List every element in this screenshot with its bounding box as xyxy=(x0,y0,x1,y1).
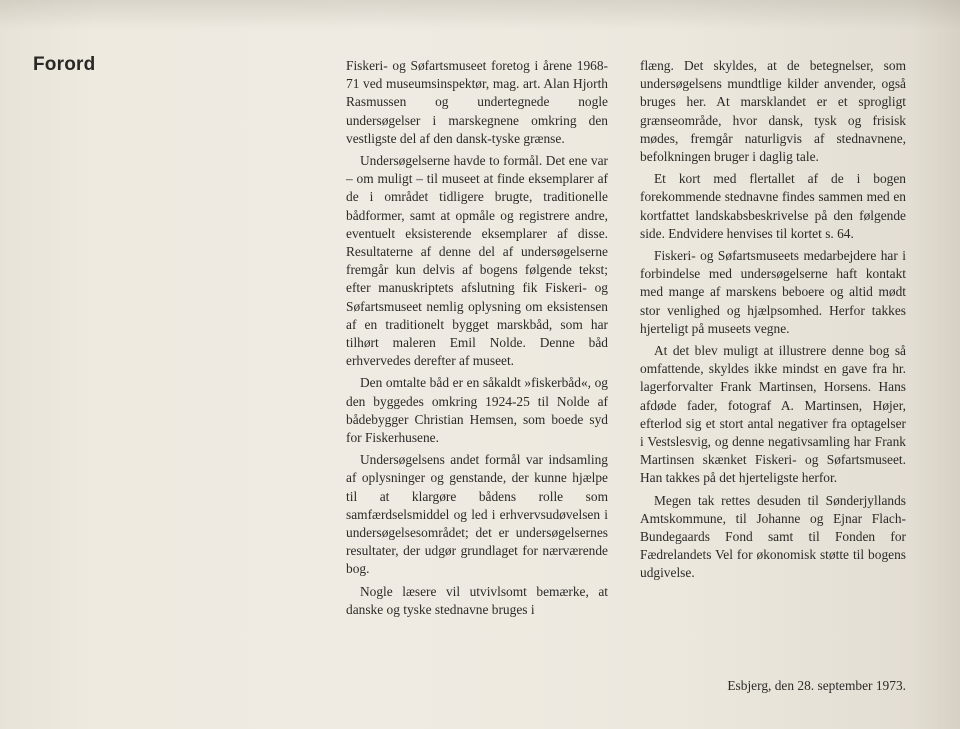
page-shadow xyxy=(0,0,960,30)
paragraph: Fiskeri- og Søfartsmuseets medarbejdere har i forbindelse med undersøgelserne haft kontakt med mange af marskens beboere og altid mødt stor venlighed og hjælpsomhed. Herfor takkes hjerteligt på museets vegne. xyxy=(640,248,906,336)
paragraph: Nogle læsere vil utvivlsomt bemærke, at danske og tyske stednavne bruges i xyxy=(346,583,608,617)
paragraph: Undersøgelserne havde to formål. Det ene var – om muligt – til museet at finde eksemplarer af de i området tidligere brugte, traditionelle bådformer, samt at opmåle og registrere andre, eventuelt eksisterende eksemplarer af disse. Resultaterne af denne del af undersøgelserne fremgår kun delvis af bogens følgende tekst; efter manuskriptets afslutning fik Fiskeri- og Søfartsmuseet nemlig oplysning om eksistensen af en traditionelt bygget marskbåd, som har tilhørt maleren Emil Nolde. Denne båd erhvervedes derefter af museet. xyxy=(346,153,608,369)
paragraph: Undersøgelsens andet formål var indsamling af oplysninger og genstande, der kunne hjælpe til at klargøre bådens rolle som samfærdselsmiddel og led i erhvervsudøvelsen i undersøgelsesområdet; det er undersøgelsernes resultater, der udgør grundlaget for nærværende bog. xyxy=(346,452,608,577)
paragraph: flæng. Det skyldes, at de betegnelser, som undersøgelsens mundtlige kilder anvender, også bruges her. At marsklandet er et sprogligt grænseområde, hvor dansk, tysk og frisisk mødes, fremgår naturligvis af stednavnene, befolkningen bruger i daglig tale. xyxy=(640,58,906,165)
paragraph: Et kort med flertallet af de i bogen forekommende stednavne findes sammen med en kortfattet landskabsbeskrivelse på den følgende side. Endvidere henvises til kortet s. 64. xyxy=(640,171,906,241)
paragraph: At det blev muligt at illustrere denne bog så omfattende, skyldes ikke mindst en gave fra hr. lagerforvalter Frank Martinsen, Horsens. Hans afdøde fader, fotograf A. Martinsen, Højer, efterlod sig et stort antal negativer fra optagelser i Vestslesvig, og denne negativsamling har Frank Martinsen skænket Fiskeri- og Søfartsmuseet. Han takkes på det hjerteligste herfor. xyxy=(640,343,906,486)
left-text-column xyxy=(346,57,608,623)
right-text-column xyxy=(640,57,906,587)
paragraph: Fiskeri- og Søfartsmuseet foretog i årene 1968-71 ved museumsinspektør, mag. art. Alan Hjorth Rasmussen og undertegnede nogle undersøgelser i marskegnene omkring den vestligste del af den dansk-tyske grænse. xyxy=(346,58,608,146)
paragraph: Megen tak rettes desuden til Sønderjyllands Amtskommune, til Johanne og Ejnar Flach-Bundegaards Fond samt til Fonden for Fædrelandets Vel for økonomisk støtte til bogens udgivelse. xyxy=(640,492,906,581)
paragraph: Den omtalte båd er en såkaldt »fiskerbåd«, og den byggedes omkring 1924-25 til Nolde af bådebygger Christian Hemsen, som boede syd for Fiskerhusene. xyxy=(346,375,608,446)
signoff-date-line: Esbjerg, den 28. september 1973. xyxy=(727,678,906,693)
page-heading: Forord xyxy=(33,54,96,75)
